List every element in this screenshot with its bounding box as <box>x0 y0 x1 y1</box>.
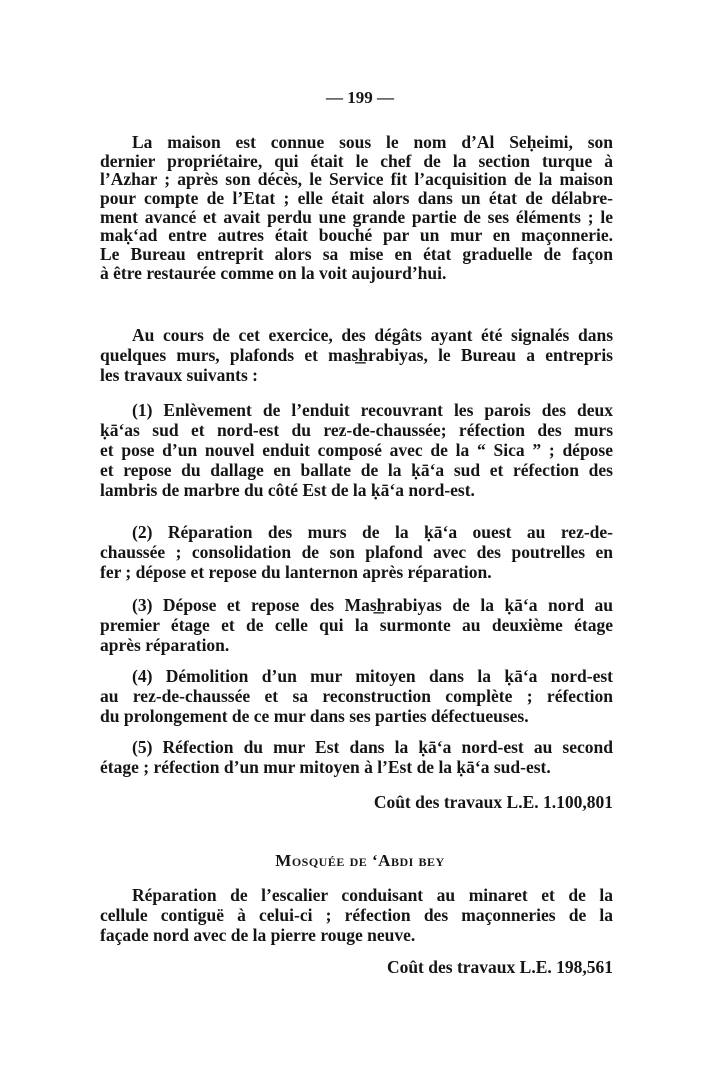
paragraph-maison <box>100 133 613 283</box>
text-line: quelques murs, plafonds et mas͟hrabiyas, le Bureau a entrepris <box>100 345 613 365</box>
text-line: les travaux suivants : <box>100 365 258 385</box>
text-line: au rez-de-chaussée et sa reconstruction complète ; réfection <box>100 686 613 706</box>
text-line: Le Bureau entreprit alors sa mise en état graduelle de façon <box>100 244 613 265</box>
text-line: (3) Dépose et repose des Mas͟hrabiyas de la ḳā‘a nord au <box>132 595 613 615</box>
text-line: premier étage et de celle qui la surmonte au deuxième étage <box>100 615 613 635</box>
text-line: ḳā‘as sud et nord-est du rez-de-chaussée; réfection des murs <box>100 420 613 440</box>
text-line: ment avancé et avait perdu une grande partie de ses éléments ; le <box>100 206 613 227</box>
text-line: dernier propriétaire, qui était le chef de la section turque à <box>100 150 613 171</box>
work-item-4 <box>100 666 613 726</box>
text-line: (5) Réfection du mur Est dans la ḳā‘a nord-est au second <box>132 737 613 757</box>
text-line: lambris de marbre du côté Est de la ḳā‘a nord-est. <box>100 480 475 500</box>
text-line: cellule contiguë à celui-ci ; réfection des maçonneries de la <box>100 905 613 925</box>
cost-line-2 <box>100 957 613 977</box>
text-line: (2) Réparation des murs de la ḳā‘a ouest au rez-de- <box>132 522 613 542</box>
paragraph-exercice <box>100 325 613 385</box>
text-line: l’Azhar ; après son décès, le Service fit l’acquisition de la maison <box>100 169 613 190</box>
text-line: façade nord avec de la pierre rouge neuve. <box>100 925 416 945</box>
text-line: et repose du dallage en ballate de la ḳā‘a sud et réfection des <box>100 460 613 480</box>
text-line: chaussée ; consolidation de son plafond avec des poutrelles en <box>100 542 613 562</box>
text-line: pour compte de l’Etat ; elle était alors dans un état de délabre- <box>100 188 613 209</box>
text-line: fer ; dépose et repose du lanternon après réparation. <box>100 562 492 582</box>
page-number: — 199 — <box>326 88 394 107</box>
text-line: maḳ‘ad entre autres était bouché par un mur en maçonnerie. <box>100 225 613 246</box>
work-item-1 <box>100 400 613 500</box>
cost-text: Coût des travaux L.E. 1.100,801 <box>373 792 613 812</box>
text-line: La maison est connue sous le nom d’Al Seḥeimi, son <box>132 132 613 152</box>
text-line: et pose d’un nouvel enduit composé avec de la “ Sica ” ; dépose <box>100 440 613 460</box>
work-item-5 <box>100 737 613 777</box>
text-line: étage ; réfection d’un mur mitoyen à l’Est de la ḳā‘a sud-est. <box>100 757 551 777</box>
work-item-3 <box>100 595 613 655</box>
text-line: Réparation de l’escalier conduisant au minaret et de la <box>132 885 613 905</box>
paragraph-mosquee <box>100 885 613 945</box>
cost-text: Coût des travaux L.E. 198,561 <box>386 957 613 977</box>
text-line: à être restaurée comme on la voit aujourd’hui. <box>100 262 447 283</box>
section-title: Mosquée de ‘Abdi bey <box>275 851 445 870</box>
text-line: (1) Enlèvement de l’enduit recouvrant les parois des deux <box>132 400 613 420</box>
text-line: du prolongement de ce mur dans ses parties défectueuses. <box>100 706 529 726</box>
text-line: Au cours de cet exercice, des dégâts ayant été signalés dans <box>132 325 613 345</box>
cost-line-1 <box>100 792 613 812</box>
work-item-2 <box>100 522 613 582</box>
text-line: (4) Démolition d’un mur mitoyen dans la ḳā‘a nord-est <box>132 666 613 686</box>
text-line: après réparation. <box>100 635 230 655</box>
